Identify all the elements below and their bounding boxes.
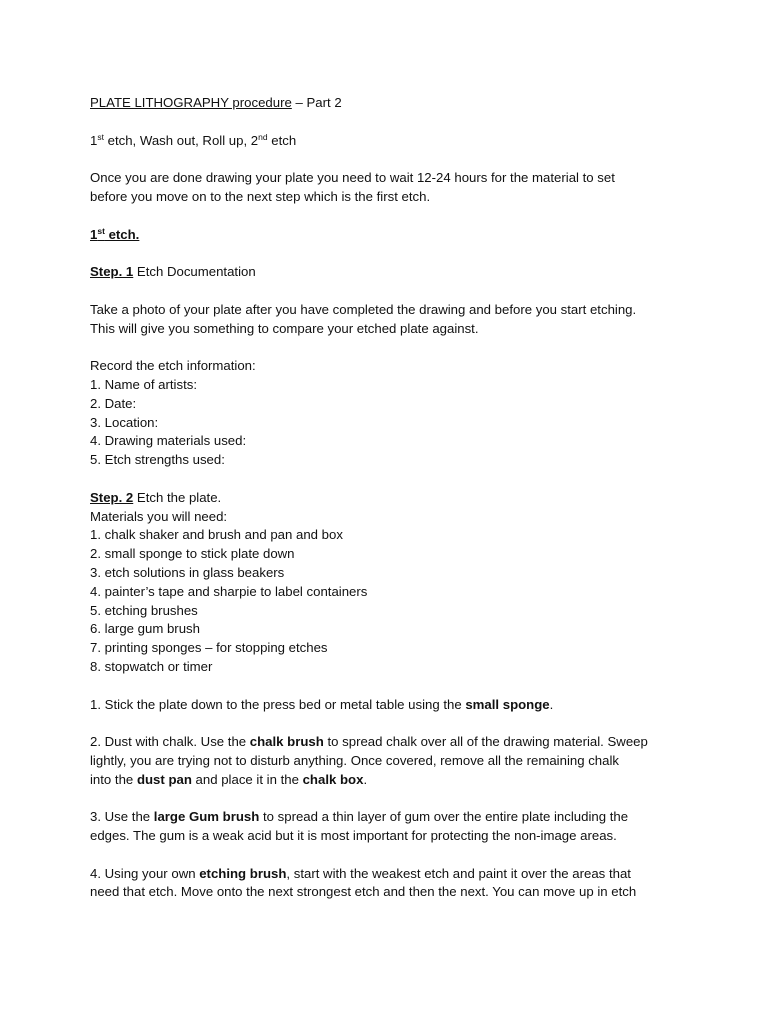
step-2-text: Etch the plate. bbox=[133, 489, 222, 505]
record-item: 1. Name of artists: bbox=[90, 376, 198, 392]
materials-title: Materials you will need: bbox=[90, 508, 228, 524]
document-page bbox=[90, 94, 690, 902]
record-item: 5. Etch strengths used: bbox=[90, 452, 225, 468]
subtitle-sup: st bbox=[97, 131, 104, 142]
instruction-1 bbox=[90, 696, 690, 715]
instruction-2-line-1 bbox=[90, 733, 690, 752]
instruction-text: . bbox=[363, 771, 368, 787]
record-title: Record the etch information: bbox=[90, 358, 256, 374]
instruction-text: 1. Stick the plate down to the press bed or metal table using the bbox=[90, 696, 466, 712]
step-2-label: Step. 2 bbox=[90, 489, 134, 505]
doc-subtitle bbox=[90, 132, 690, 151]
step-1-para-line-2: This will give you something to compare your etched plate against. bbox=[90, 320, 479, 336]
step-1-heading bbox=[90, 263, 690, 282]
instruction-2-line-3 bbox=[90, 771, 690, 790]
section-heading-part: 1 bbox=[90, 226, 98, 242]
instruction-bold: large Gum brush bbox=[153, 809, 260, 825]
section-heading-part: etch. bbox=[104, 226, 140, 242]
instruction-text: 3. Use the bbox=[90, 809, 154, 825]
doc-title-underlined: PLATE LITHOGRAPHY procedure bbox=[90, 95, 292, 110]
instruction-text: and place it in the bbox=[191, 771, 303, 787]
step-2-heading bbox=[90, 489, 690, 508]
subtitle-part: etch, Wash out, Roll up, 2 bbox=[103, 132, 259, 148]
section-heading-first-etch bbox=[90, 226, 690, 245]
instruction-text: . bbox=[549, 696, 554, 712]
instruction-text: to spread chalk over all of the drawing material. Sweep bbox=[323, 734, 648, 750]
material-item: 8. stopwatch or timer bbox=[90, 658, 213, 674]
material-item: 3. etch solutions in glass beakers bbox=[90, 564, 285, 580]
instruction-bold: dust pan bbox=[136, 771, 192, 787]
doc-title bbox=[90, 94, 690, 113]
step-1-label: Step. 1 bbox=[90, 264, 134, 280]
record-item: 3. Location: bbox=[90, 414, 159, 430]
material-item: 4. painter’s tape and sharpie to label containers bbox=[90, 583, 368, 599]
instruction-2-line-2: lightly, you are trying not to disturb anything. Once covered, remove all the remaining chalk bbox=[90, 752, 619, 768]
instruction-text: to spread a thin layer of gum over the entire plate including the bbox=[259, 809, 629, 825]
material-item: 6. large gum brush bbox=[90, 621, 200, 637]
subtitle-part: etch bbox=[267, 132, 297, 148]
subtitle-sup: nd bbox=[258, 131, 268, 142]
intro-line-1: Once you are done drawing your plate you need to wait 12-24 hours for the material to set bbox=[90, 170, 615, 186]
material-item: 1. chalk shaker and brush and pan and box bbox=[90, 527, 343, 543]
record-item: 4. Drawing materials used: bbox=[90, 433, 247, 449]
step-1-text: Etch Documentation bbox=[133, 264, 256, 280]
instruction-3-line-1 bbox=[90, 808, 690, 827]
record-item: 2. Date: bbox=[90, 395, 137, 411]
material-item: 7. printing sponges – for stopping etches bbox=[90, 640, 328, 656]
subtitle-part: 1 bbox=[90, 132, 98, 148]
instruction-4-line-1 bbox=[90, 865, 690, 884]
doc-title-rest: – Part 2 bbox=[291, 95, 342, 110]
section-heading-sup: st bbox=[97, 225, 105, 236]
instruction-bold: small sponge bbox=[465, 696, 550, 712]
instruction-text: 2. Dust with chalk. Use the bbox=[90, 734, 250, 750]
material-item: 5. etching brushes bbox=[90, 602, 198, 618]
instruction-bold: chalk box bbox=[302, 771, 364, 787]
instruction-text: into the bbox=[90, 771, 137, 787]
intro-line-2: before you move on to the next step which is the first etch. bbox=[90, 188, 431, 204]
instruction-4-line-2: need that etch. Move onto the next strongest etch and then the next. You can move up in etch bbox=[90, 884, 637, 900]
instruction-text: 4. Using your own bbox=[90, 865, 200, 881]
instruction-bold: chalk brush bbox=[249, 734, 324, 750]
step-1-para-line-1: Take a photo of your plate after you have completed the drawing and before you start etching. bbox=[90, 301, 637, 317]
instruction-bold: etching brush bbox=[199, 865, 287, 881]
instruction-text: , start with the weakest etch and paint it over the areas that bbox=[286, 865, 631, 881]
instruction-3-line-2: edges. The gum is a weak acid but it is most important for protecting the non-image areas. bbox=[90, 828, 617, 844]
material-item: 2. small sponge to stick plate down bbox=[90, 546, 295, 562]
